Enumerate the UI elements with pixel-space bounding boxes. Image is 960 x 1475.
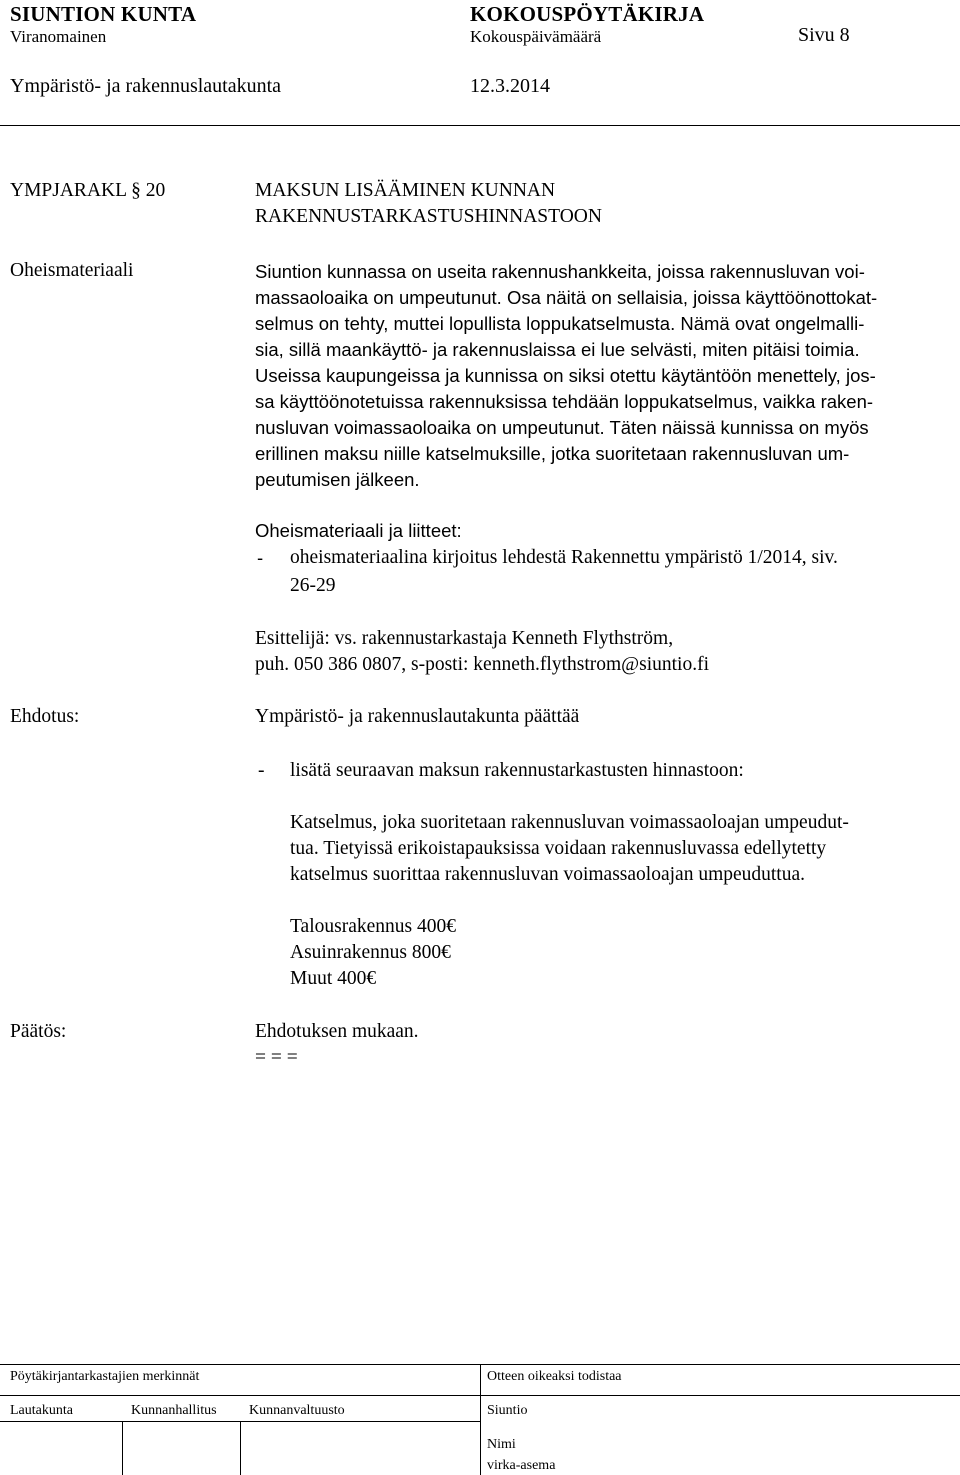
footer-col-kunnanvaltuusto: Kunnanvaltuusto [249, 1403, 345, 1418]
org-name: SIUNTION KUNTA [10, 2, 197, 26]
proposal-label: Ehdotus: [10, 706, 80, 727]
decision-text: Ehdotuksen mukaan. [255, 1021, 419, 1042]
background-line: massaoloaika on umpeutunut. Osa näitä on sellaisia, joissa käyttöönottokat- [255, 287, 878, 308]
footer-col-divider [240, 1421, 241, 1475]
header-divider [0, 125, 960, 126]
footer-title-label: virka-asema [487, 1458, 556, 1473]
background-line: peutumisen jälkeen. [255, 469, 420, 490]
authority-name: Ympäristö- ja rakennuslautakunta [10, 75, 282, 97]
section-code: YMPJARAKL § 20 [10, 180, 166, 201]
attachment-item-line1: oheismateriaalina kirjoitus lehdestä Rakennettu ympäristö 1/2014, siv. [290, 547, 838, 568]
section-title-line2: RAKENNUSTARKASTUSHINNASTOON [255, 206, 602, 227]
proposal-desc-line1: Katselmus, joka suoritetaan rakennusluvan voimassaoloajan umpeudut- [290, 812, 849, 833]
footer-col-lautakunta: Lautakunta [10, 1403, 73, 1418]
proposal-desc-line2: tua. Tietyissä erikoistapauksissa voidaan rakennusluvassa edellytetty [290, 838, 827, 859]
meeting-date: 12.3.2014 [470, 75, 550, 97]
background-line: sa käyttöönotetuissa rakennuksissa tehdään loppukatselmus, vaikka raken- [255, 391, 874, 412]
price-item: Talousrakennus 400€ [290, 916, 456, 937]
price-item: Muut 400€ [290, 968, 377, 989]
footer-left-title: Pöytäkirjantarkastajien merkinnät [10, 1369, 200, 1384]
presenter-line2: puh. 050 386 0807, s-posti: kenneth.flythstrom@siuntio.fi [255, 654, 709, 675]
background-line: erillinen maksu niille katselmuksille, jotka suoritetaan rakennusluvan um- [255, 443, 850, 464]
background-text [255, 259, 877, 493]
presenter-line1: Esittelijä: vs. rakennustarkastaja Kenneth Flythström, [255, 628, 674, 649]
attachments-bullet: - [257, 547, 264, 568]
footer-col-kunnanhallitus: Kunnanhallitus [131, 1403, 217, 1418]
background-line: nusluvan voimassaoloaika on umpeutunut. Täten näissä kunnissa on myös [255, 417, 869, 438]
proposal-decider: Ympäristö- ja rakennuslautakunta päättää [255, 706, 580, 727]
doc-type: KOKOUSPÖYTÄKIRJA [470, 2, 705, 26]
date-label: Kokouspäivämäärä [470, 27, 602, 46]
attachments-heading: Oheismateriaali ja liitteet: [255, 520, 462, 541]
footer-place: Siuntio [487, 1403, 528, 1418]
price-item: Asuinrakennus 800€ [290, 942, 451, 963]
proposal-desc-line3: katselmus suorittaa rakennusluvan voimassaoloajan umpeuduttua. [290, 864, 806, 885]
attachment-item-line2: 26-29 [290, 575, 336, 596]
background-label: Oheismateriaali [10, 260, 134, 281]
background-line: Siuntion kunnassa on useita rakennushankkeita, joissa rakennusluvan voi- [255, 261, 865, 282]
section-title-line1: MAKSUN LISÄÄMINEN KUNNAN [255, 180, 556, 201]
proposal-bullet: - [258, 760, 265, 781]
background-line: sia, sillä maankäyttö- ja rakennuslaissa ei lue selvästi, miten pitäisi toimia. [255, 339, 860, 360]
footer-name-label: Nimi [487, 1437, 516, 1452]
footer-col-divider [122, 1421, 123, 1475]
background-line: Useissa kaupungeissa ja kunnissa on siksi otettu käytäntöön menettely, jos- [255, 365, 876, 386]
footer-right-title: Otteen oikeaksi todistaa [487, 1369, 622, 1384]
authority-label: Viranomainen [10, 27, 107, 46]
end-mark: = = = [255, 1047, 298, 1068]
proposal-item: lisätä seuraavan maksun rakennustarkastusten hinnastoon: [290, 760, 744, 781]
page-number: Sivu 8 [798, 24, 850, 46]
decision-label: Päätös: [10, 1021, 67, 1042]
footer-center-divider [480, 1364, 481, 1475]
background-line: selmus on tehty, muttei lopullista loppukatselmusta. Nämä ovat ongelmalli- [255, 313, 865, 334]
